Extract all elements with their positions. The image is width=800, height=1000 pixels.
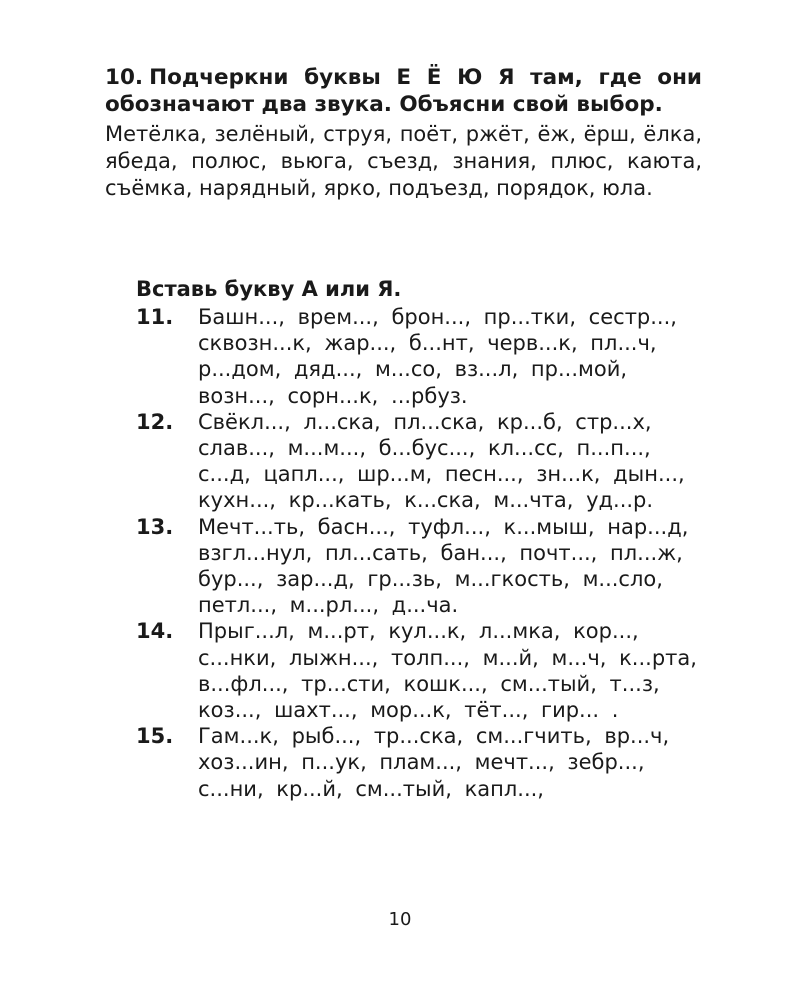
exercise-14 bbox=[136, 618, 702, 723]
exercise-number: 15. bbox=[136, 724, 174, 749]
exercise-11 bbox=[136, 304, 702, 409]
exercise-number: 11. bbox=[136, 305, 174, 329]
task-10-words: Метёлка, зелёный, струя, поёт, ржёт, ёж, ёрш, ёлка, ябеда, полюс, вьюга, съезд, знания, плюс, каюта, съёмка, нарядный, ярко, подъезд, порядок, юла. bbox=[105, 122, 702, 200]
exercise-number: 12. bbox=[136, 409, 174, 434]
task-10-number: 10. bbox=[105, 65, 144, 90]
exercise-15 bbox=[136, 723, 702, 802]
exercise-text: Мечт...ть, басн..., туфл..., к...мыш, нар...д, взгл...нул, пл...сать, бан..., почт..., пл...ж, бур..., зар...д, гр...зь, м...гкость, м...сло, петл..., м...рл..., д...ча. bbox=[198, 514, 689, 618]
exercise-text: Гам...к, рыб..., тр...ска, см...гчить, вр...ч, хоз...ин, п...ук, плам..., мечт..., зебр..., с...ни, кр...й, см...тый, капл..., bbox=[198, 724, 670, 801]
task-10-heading-text: Подчеркни буквы Е Ё Ю Я там, где они обозначают два звука. Объясни свой выбор. bbox=[105, 65, 702, 117]
exercise-number: 13. bbox=[136, 514, 174, 539]
exercise-number: 14. bbox=[136, 619, 174, 644]
task-10 bbox=[105, 64, 702, 202]
exercise-text: Прыг...л, м...рт, кул...к, л...мка, кор..., с...нки, лыжн..., толп..., м...й, м...ч, к...рта, в...фл..., тр...сти, кошк..., см...тый, т...з, коз..., шахт..., мор...к, тёт..., гир... . bbox=[198, 619, 697, 723]
exercise-12 bbox=[136, 409, 702, 514]
instruction-heading: Вставь букву А или Я. bbox=[136, 277, 402, 301]
exercise-13 bbox=[136, 514, 702, 619]
exercise-list bbox=[136, 304, 702, 802]
exercise-text: Свёкл..., л...ска, пл...ска, кр...б, стр...х, слав..., м...м..., б...бус..., кл...сс, п...п..., с...д, цапл..., шр...м, песн..., зн...к, дын..., кухн..., кр...кать, к...ска, м...чта, уд...р. bbox=[198, 409, 685, 513]
page-number: 10 bbox=[388, 909, 412, 930]
exercise-text: Башн..., врем..., брон..., пр...тки, сестр..., сквозн...к, жар..., б...нт, черв...к, пл...ч, р...дом, дяд..., м...со, вз...л, пр...мой, возн..., сорн...к, ...рбуз. bbox=[198, 305, 677, 408]
task-10-heading bbox=[105, 64, 702, 118]
